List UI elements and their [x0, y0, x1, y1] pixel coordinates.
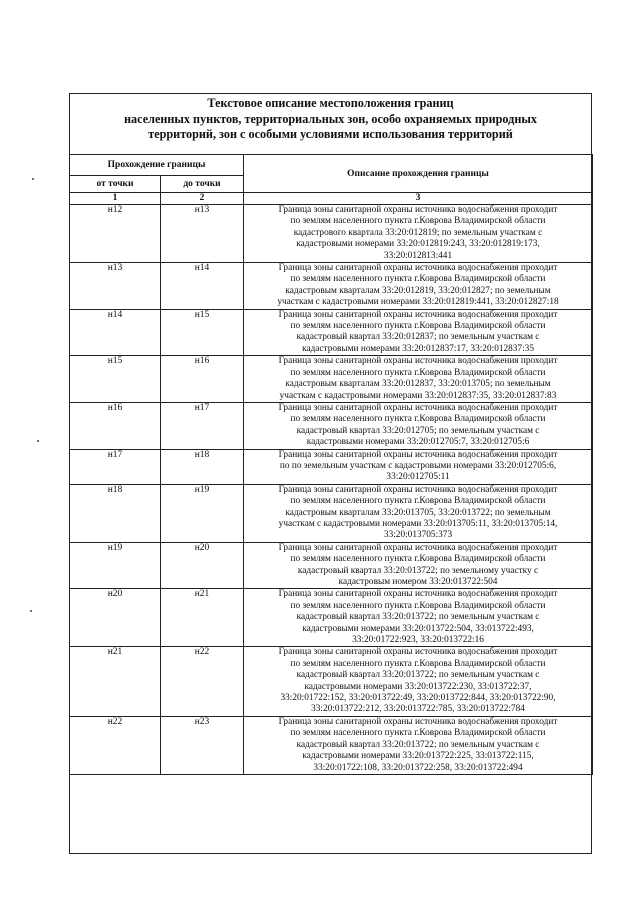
title-line: Текстовое описание местоположения границ: [207, 96, 454, 110]
description-line: кадастровым кварталам 33:20:012837, 33:20:013705; по земельным: [285, 379, 551, 390]
description-line: Граница зоны санитарной охраны источника водоснабжения проходит: [278, 263, 558, 274]
to-point: н23: [161, 716, 244, 774]
from-point: н16: [70, 402, 161, 449]
scan-speck: [30, 610, 32, 612]
header-description: Описание прохождения границы: [244, 155, 593, 193]
description-line: кадастровыми номерами 33:20:013722:230, 33:013722:37,: [304, 681, 532, 692]
description-line: кадастровыми номерами 33:20:012819:243, 33:20:012819:173,: [296, 239, 540, 250]
description-line: кадастрового квартала 33:20:012819; по земельным участкам с: [293, 227, 543, 238]
table-row: [70, 449, 593, 484]
boundary-description: [244, 589, 593, 647]
title-line: территорий, зон с особыми условиями использования территорий: [148, 127, 513, 141]
scan-speck: [37, 440, 39, 442]
description-line: по землям населенного пункта г.Коврова Владимирской области: [290, 216, 546, 227]
description-line: кадастровыми номерами 33:20:013722:504, 33:013722:493,: [302, 623, 534, 634]
description-line: 33:20:013705:373: [383, 530, 453, 541]
to-point: н17: [161, 402, 244, 449]
description-line: по землям населенного пункта г.Коврова Владимирской области: [290, 600, 546, 611]
table-row: [70, 716, 593, 774]
description-line: по землям населенного пункта г.Коврова Владимирской области: [290, 554, 546, 565]
description-line: кадастровыми номерами 33:20:012837:17, 33:20:012837:35: [302, 343, 534, 354]
description-line: кадастровым кварталам 33:20:012819, 33:20:012827; по земельным: [285, 285, 551, 296]
description-line: участкам с кадастровыми номерами 33:20:012837:35, 33:20:012837:83: [279, 390, 557, 401]
boundary-description: [244, 716, 593, 774]
scan-speck: [32, 178, 34, 180]
to-point: н18: [161, 449, 244, 484]
boundary-description: [244, 484, 593, 542]
table-row: [70, 589, 593, 647]
header-col-2: 2: [161, 193, 244, 205]
description-line: Граница зоны санитарной охраны источника водоснабжения проходит: [278, 402, 558, 413]
description-line: по землям населенного пункта г.Коврова Владимирской области: [290, 274, 546, 285]
description-line: кадастровый квартал 33:20:013722; по земельным участкам с: [296, 739, 540, 750]
description-line: кадастровый квартал 33:20:012837; по земельным участкам с: [296, 332, 540, 343]
description-line: 33:20:012813:441: [383, 250, 453, 261]
description-line: по землям населенного пункта г.Коврова Владимирской области: [290, 658, 546, 669]
boundary-description: [244, 449, 593, 484]
header-col-3: 3: [244, 193, 593, 205]
description-line: по по земельным участкам с кадастровыми номерами 33:20:012705:6,: [279, 460, 557, 471]
description-line: 33:20:013722:212, 33:20:013722:785, 33:20:013722:784: [311, 704, 525, 715]
table-row: [70, 484, 593, 542]
boundary-description: [244, 356, 593, 403]
description-line: 33:20:012705:11: [386, 472, 450, 483]
table-row: [70, 205, 593, 263]
description-line: по землям населенного пункта г.Коврова Владимирской области: [290, 367, 546, 378]
description-line: участкам с кадастровыми номерами 33:20:013705:11, 33:20:013705:14,: [278, 518, 558, 529]
from-point: н17: [70, 449, 161, 484]
header-from: от точки: [70, 176, 161, 193]
from-point: н14: [70, 309, 161, 356]
from-point: н19: [70, 542, 161, 589]
to-point: н20: [161, 542, 244, 589]
description-line: по землям населенного пункта г.Коврова Владимирской области: [290, 496, 546, 507]
from-point: н22: [70, 716, 161, 774]
description-line: 33:20:01722:152, 33:20:013722:49, 33:20:013722:844, 33:20:013722:90,: [280, 693, 556, 704]
description-line: кадастровый квартал 33:20:012705; по земельным участкам с: [296, 425, 540, 436]
title-line: населенных пунктов, территориальных зон, особо охраняемых природных: [124, 111, 537, 126]
from-point: н18: [70, 484, 161, 542]
boundary-description: [244, 263, 593, 310]
boundary-table: [69, 154, 593, 775]
to-point: н15: [161, 309, 244, 356]
document-title: [70, 96, 591, 143]
description-line: Граница зоны санитарной охраны источника водоснабжения проходит: [278, 449, 558, 460]
to-point: н13: [161, 205, 244, 263]
boundary-description: [244, 205, 593, 263]
from-point: н13: [70, 263, 161, 310]
description-line: Граница зоны санитарной охраны источника водоснабжения проходит: [278, 647, 558, 658]
table-row: [70, 356, 593, 403]
description-line: Граница зоны санитарной охраны источника водоснабжения проходит: [278, 205, 558, 215]
boundary-description: [244, 402, 593, 449]
description-line: кадастровый квартал 33:20:013722; по земельным участкам с: [296, 612, 540, 623]
table-row: [70, 263, 593, 310]
to-point: н14: [161, 263, 244, 310]
description-line: Граница зоны санитарной охраны источника водоснабжения проходит: [278, 542, 558, 553]
description-line: кадастровыми номерами 33:20:013722:225, 33:013722:115,: [302, 751, 534, 762]
header-col-1: 1: [70, 193, 161, 205]
from-point: н15: [70, 356, 161, 403]
description-line: кадастровый квартал 33:20:013722; по земельному участку с: [297, 565, 539, 576]
header-passage: Прохождение границы: [70, 155, 244, 176]
description-line: 33:20:01722:108, 33:20:013722:258, 33:20:013722:494: [313, 762, 523, 773]
header-to: до точки: [161, 176, 244, 193]
description-line: кадастровым номером 33:20:013722:504: [338, 577, 498, 587]
description-line: участкам с кадастровыми номерами 33:20:012819:441, 33:20:012827:18: [277, 297, 559, 308]
table-row: [70, 647, 593, 716]
from-point: н21: [70, 647, 161, 716]
to-point: н19: [161, 484, 244, 542]
description-line: Граница зоны санитарной охраны источника водоснабжения проходит: [278, 589, 558, 600]
description-line: по землям населенного пункта г.Коврова Владимирской области: [290, 728, 546, 739]
description-line: Граница зоны санитарной охраны источника водоснабжения проходит: [278, 716, 558, 727]
table-row: [70, 309, 593, 356]
description-line: кадастровыми номерами 33:20:012705:7, 33:20:012705:6: [306, 437, 530, 448]
description-line: по землям населенного пункта г.Коврова Владимирской области: [290, 414, 546, 425]
to-point: н22: [161, 647, 244, 716]
from-point: н20: [70, 589, 161, 647]
to-point: н21: [161, 589, 244, 647]
boundary-description: [244, 309, 593, 356]
description-line: кадастровый квартал 33:20:013722; по земельным участкам с: [296, 670, 540, 681]
description-line: кадастровым кварталам 33:20:013705, 33:20:013722; по земельным: [285, 507, 551, 518]
to-point: н16: [161, 356, 244, 403]
description-line: по землям населенного пункта г.Коврова Владимирской области: [290, 321, 546, 332]
table-row: [70, 402, 593, 449]
table-row: [70, 542, 593, 589]
description-line: Граница зоны санитарной охраны источника водоснабжения проходит: [278, 309, 558, 320]
description-line: 33:20:01722:923, 33:20:013722:16: [352, 635, 484, 646]
from-point: н12: [70, 205, 161, 263]
boundary-description: [244, 542, 593, 589]
description-line: Граница зоны санитарной охраны источника водоснабжения проходит: [278, 484, 558, 495]
description-line: Граница зоны санитарной охраны источника водоснабжения проходит: [278, 356, 558, 367]
boundary-description: [244, 647, 593, 716]
